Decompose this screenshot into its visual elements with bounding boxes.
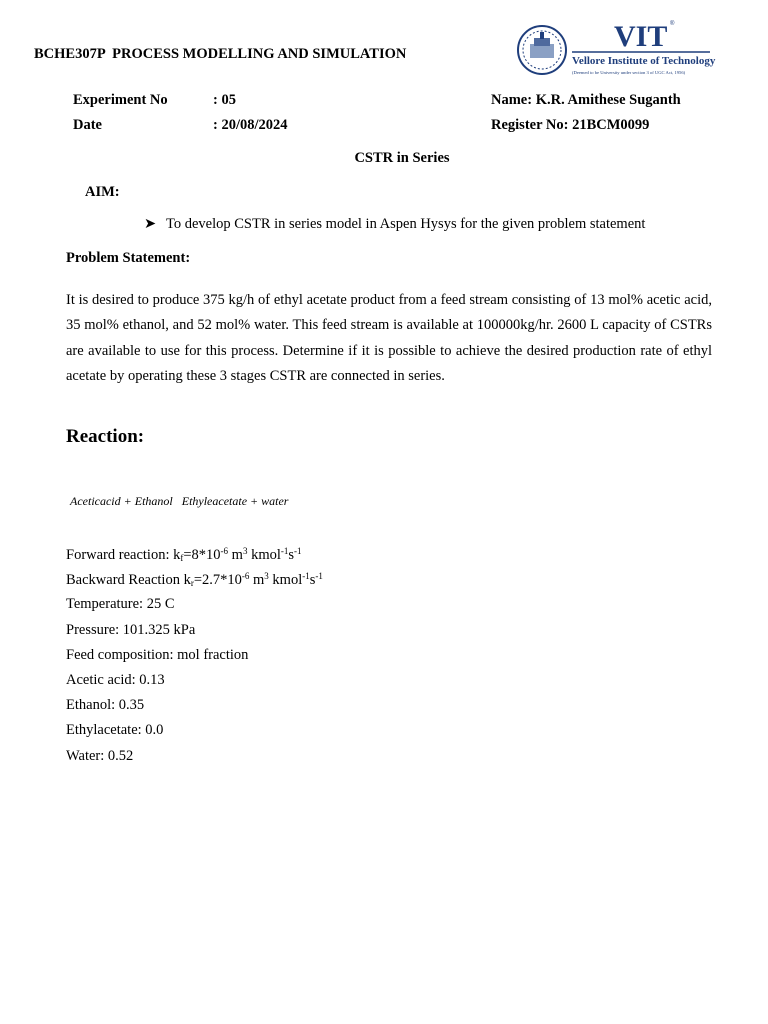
equation-products: Ethyleacetate + water [181,494,289,508]
logo-subtitle-text: Vellore Institute of Technology [572,55,716,67]
problem-text: It is desired to produce 375 kg/h of ethyl acetate product from a feed stream consisting of 13 mol% acetic acid, 35 mol% ethanol, and 52 mol% water. This feed stream is available at 100000kg/hr. 2600 L capacity of CSTRs are available to use for this process. Determine if it is possible to achieve the desired production rate of ethyl acetate by operating these 3 stages CSTR are connected in series. [66,292,712,384]
register-number: Register No: 21BCM0099 [491,117,650,133]
aim-heading: AIM: [85,184,120,200]
date-value: : 20/08/2024 [213,117,288,133]
experiment-label: Experiment No [73,92,168,108]
logo-tagline-text: (Deemed to be University under section 3 of UGC Act, 1956) [572,70,686,75]
condition-water: Water: 0.52 [66,748,134,764]
page-title: CSTR in Series [354,150,450,166]
backward-rate: Backward Reaction $k_r=2.7*10^{-6}$ $m^3$ $kmol^{-1}s^{-1}$ [66,571,323,588]
date-label: Date [73,117,102,133]
reaction-equation [70,494,288,509]
aim-bullet-text: To develop CSTR in series model in Aspen Hysys for the given problem statement [166,216,646,232]
student-name: Name: K.R. Amithese Suganth [491,92,681,108]
equation-reactants: Aceticacid + Ethanol [70,494,173,508]
registered-mark: ® [670,21,675,27]
condition-acetic-acid: Acetic acid: 0.13 [66,672,165,688]
arrow-bullet-icon: ➤ [144,216,157,232]
logo-name-text: VIT [614,20,668,53]
course-title: BCHE307P PROCESS MODELLING AND SIMULATION [34,46,407,62]
condition-ethylacetate: Ethylacetate: 0.0 [66,722,164,738]
condition-temperature: Temperature: 25 C [66,596,175,612]
vit-logo-graphic [516,16,716,82]
experiment-value: : 05 [213,92,236,108]
condition-pressure: Pressure: 101.325 kPa [66,622,196,638]
condition-ethanol: Ethanol: 0.35 [66,697,145,713]
condition-feed-composition: Feed composition: mol fraction [66,647,249,663]
aim-bullet [144,216,645,233]
vit-logo [516,16,716,82]
reaction-heading: Reaction: [66,426,145,447]
problem-heading: Problem Statement: [66,250,191,266]
forward-rate: Forward reaction: $k_f=8*10^{-6}$ $m^3$ $kmol^{-1}s^{-1}$ [66,546,302,563]
